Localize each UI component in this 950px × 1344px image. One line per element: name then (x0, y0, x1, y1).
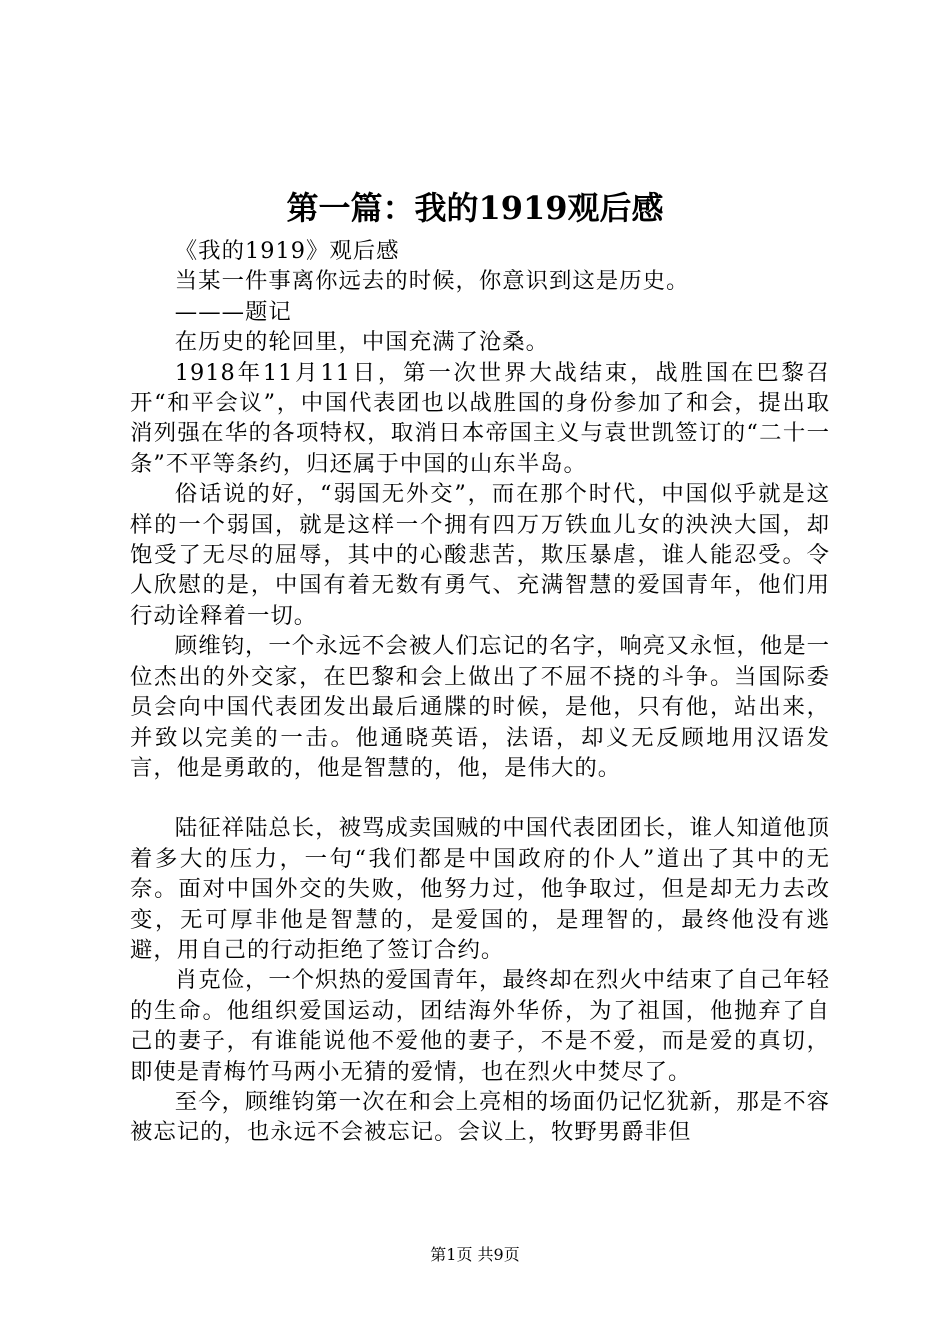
epigraph-paragraph: 当某一件事离你远去的时候，你意识到这是历史。 (174, 268, 690, 295)
body-paragraph: 在历史的轮回里，中国充满了沧桑。 (174, 329, 550, 356)
page-footer: 第1页 共9页 (430, 1245, 520, 1264)
body-paragraph: 肖克俭，一个炽热的爱国青年，最终却在烈火中结束了自己年轻的生命。他组织爱国运动，团结海外华侨，为了祖国，他抛弃了自己的妻子，有谁能说他不爱他的妻子，不是不爱，而是爱的真切，即使是青梅竹马两小无猜的爱情，也在烈火中焚尽了。 (130, 967, 830, 1085)
subtitle-paragraph: 《我的1919》观后感 (174, 238, 400, 264)
page-title: 第一篇：我的1919观后感 (286, 189, 664, 227)
document-body (130, 236, 830, 1148)
paragraph-spacer (130, 783, 830, 813)
body-paragraph: 俗话说的好，“弱国无外交”，而在那个时代，中国似乎就是这样的一个弱国，就是这样一个拥有四万万铁血儿女的泱泱大国，却饱受了无尽的屈辱，其中的心酸悲苦，欺压暴虐，谁人能忍受。令人欣慰的是，中国有着无数有勇气、充满智慧的爱国青年，他们用行动诠释着一切。 (130, 481, 830, 629)
body-paragraph: 至今，顾维钧第一次在和会上亮相的场面仍记忆犹新，那是不容被忘记的，也永远不会被忘记。会议上，牧野男爵非但 (130, 1088, 830, 1146)
epigraph-attribution: ———题记 (174, 298, 292, 325)
body-paragraph: 陆征祥陆总长，被骂成卖国贼的中国代表团团长，谁人知道他顶着多大的压力，一句“我们都是中国政府的仆人”道出了其中的无奈。面对中国外交的失败，他努力过，他争取过，但是却无力去改变，无可厚非他是智慧的，是爱国的，是理智的，最终他没有逃避，用自己的行动拒绝了签订合约。 (130, 815, 830, 963)
body-paragraph: 1918年11月11日，第一次世界大战结束，战胜国在巴黎召开“和平会议”，中国代表团也以战胜国的身份参加了和会，提出取消列强在华的各项特权，取消日本帝国主义与袁世凯签订的“二十一条”不平等条约，归还属于中国的山东半岛。 (130, 359, 830, 477)
body-paragraph: 顾维钧，一个永远不会被人们忘记的名字，响亮又永恒，他是一位杰出的外交家，在巴黎和会上做出了不屈不挠的斗争。当国际委员会向中国代表团发出最后通牒的时候，是他，只有他，站出来，并致以完美的一击。他通晓英语，法语，却义无反顾地用汉语发言，他是勇敢的，他是智慧的，他，是伟大的。 (130, 633, 830, 781)
